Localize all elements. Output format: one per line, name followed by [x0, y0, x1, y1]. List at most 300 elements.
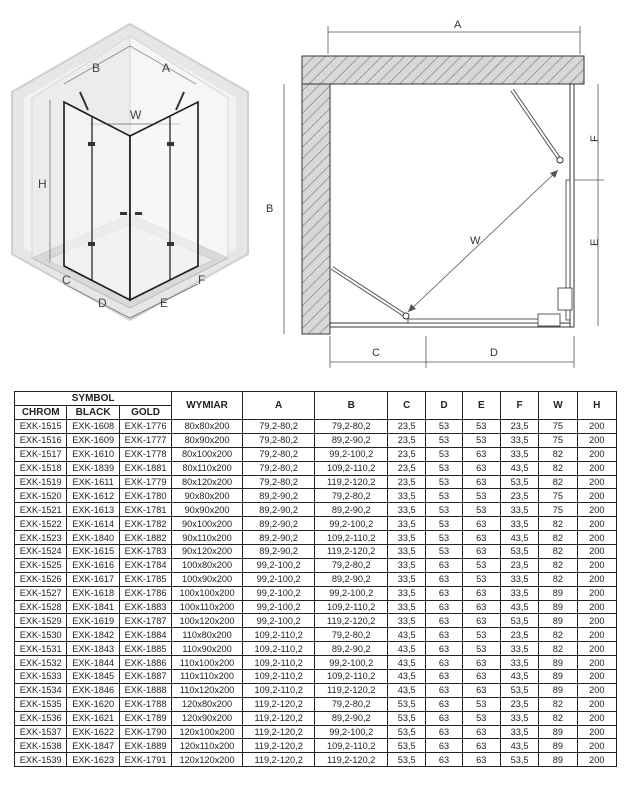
table-cell: EXK-1776: [119, 420, 171, 434]
table-cell: 119,2-120,2: [315, 683, 388, 697]
table-cell: 200: [577, 614, 616, 628]
table-cell: 33,5: [500, 642, 538, 656]
table-cell: 82: [539, 558, 577, 572]
table-cell: EXK-1618: [67, 586, 119, 600]
table-cell: 63: [426, 697, 462, 711]
table-cell: 33,5: [500, 447, 538, 461]
table-cell: EXK-1535: [15, 697, 67, 711]
table-row: [15, 475, 617, 489]
table-cell: EXK-1538: [15, 739, 67, 753]
table-cell: 43,5: [500, 461, 538, 475]
header-a: A: [242, 392, 315, 420]
table-row: [15, 600, 617, 614]
table-row: [15, 545, 617, 559]
table-cell: 99,2-100,2: [242, 600, 315, 614]
table-cell: 200: [577, 753, 616, 767]
table-cell: 89,2-90,2: [315, 503, 388, 517]
table-cell: 63: [462, 517, 500, 531]
table-row: [15, 628, 617, 642]
table-cell: 75: [539, 489, 577, 503]
plan-dim-label-c: C: [372, 347, 380, 359]
table-cell: EXK-1525: [15, 558, 67, 572]
table-cell: 63: [462, 725, 500, 739]
table-cell: EXK-1619: [67, 614, 119, 628]
table-cell: 79,2-80,2: [242, 447, 315, 461]
table-cell: 109,2-110,2: [315, 739, 388, 753]
table-row: [15, 447, 617, 461]
table-cell: 63: [462, 461, 500, 475]
table-cell: EXK-1533: [15, 670, 67, 684]
table-cell: 43,5: [388, 656, 426, 670]
table-cell: 23,5: [388, 447, 426, 461]
table-cell: EXK-1536: [15, 711, 67, 725]
table-cell: 82: [539, 531, 577, 545]
table-cell: 80x80x200: [172, 420, 243, 434]
table-cell: EXK-1527: [15, 586, 67, 600]
table-cell: 90x90x200: [172, 503, 243, 517]
header-b: B: [315, 392, 388, 420]
table-cell: 82: [539, 447, 577, 461]
table-cell: EXK-1840: [67, 531, 119, 545]
table-cell: 120x120x200: [172, 753, 243, 767]
table-cell: EXK-1616: [67, 558, 119, 572]
table-cell: EXK-1537: [15, 725, 67, 739]
table-cell: 110x120x200: [172, 683, 243, 697]
table-cell: EXK-1888: [119, 683, 171, 697]
table-cell: 63: [462, 739, 500, 753]
table-cell: 200: [577, 475, 616, 489]
table-cell: 89: [539, 656, 577, 670]
table-cell: 110x100x200: [172, 656, 243, 670]
table-cell: 119,2-120,2: [315, 545, 388, 559]
table-cell: 53: [426, 503, 462, 517]
table-cell: 33,5: [388, 489, 426, 503]
table-cell: 120x80x200: [172, 697, 243, 711]
table-cell: 99,2-100,2: [315, 656, 388, 670]
table-row: [15, 558, 617, 572]
table-cell: EXK-1887: [119, 670, 171, 684]
table-cell: EXK-1889: [119, 739, 171, 753]
table-cell: EXK-1522: [15, 517, 67, 531]
table-cell: 53,5: [388, 725, 426, 739]
table-cell: 89: [539, 586, 577, 600]
table-cell: 82: [539, 711, 577, 725]
table-cell: 89: [539, 725, 577, 739]
dim-label-f: F: [198, 273, 206, 287]
table-cell: 33,5: [388, 586, 426, 600]
table-cell: 53,5: [388, 711, 426, 725]
table-cell: EXK-1885: [119, 642, 171, 656]
table-cell: 63: [462, 683, 500, 697]
table-cell: 79,2-80,2: [315, 628, 388, 642]
header-c: C: [388, 392, 426, 420]
table-cell: 200: [577, 572, 616, 586]
table-cell: 63: [426, 670, 462, 684]
table-cell: 33,5: [500, 572, 538, 586]
table-cell: 53: [426, 475, 462, 489]
table-cell: 63: [462, 656, 500, 670]
table-cell: 43,5: [388, 642, 426, 656]
dimension-table: [14, 391, 617, 767]
table-cell: 109,2-110,2: [242, 670, 315, 684]
table-cell: 53,5: [500, 683, 538, 697]
table-cell: 53: [462, 711, 500, 725]
table-cell: 82: [539, 642, 577, 656]
table-cell: 119,2-120,2: [242, 697, 315, 711]
table-cell: 200: [577, 725, 616, 739]
table-cell: 53,5: [388, 753, 426, 767]
table-cell: 63: [426, 572, 462, 586]
table-cell: EXK-1790: [119, 725, 171, 739]
plan-dim-label-w: W: [470, 235, 481, 247]
table-cell: 89,2-90,2: [242, 503, 315, 517]
table-cell: 63: [426, 683, 462, 697]
table-cell: EXK-1784: [119, 558, 171, 572]
table-cell: 100x90x200: [172, 572, 243, 586]
table-cell: EXK-1884: [119, 628, 171, 642]
table-cell: 119,2-120,2: [315, 475, 388, 489]
table-row: [15, 683, 617, 697]
table-cell: 100x110x200: [172, 600, 243, 614]
table-cell: 200: [577, 531, 616, 545]
table-cell: 23,5: [388, 420, 426, 434]
table-cell: 200: [577, 739, 616, 753]
table-cell: 43,5: [500, 739, 538, 753]
table-cell: 33,5: [388, 558, 426, 572]
table-cell: 63: [426, 586, 462, 600]
table-cell: 90x80x200: [172, 489, 243, 503]
table-cell: 120x110x200: [172, 739, 243, 753]
table-cell: EXK-1612: [67, 489, 119, 503]
table-cell: EXK-1839: [67, 461, 119, 475]
table-cell: 79,2-80,2: [315, 489, 388, 503]
table-cell: EXK-1520: [15, 489, 67, 503]
table-cell: 63: [462, 531, 500, 545]
table-cell: 89,2-90,2: [242, 489, 315, 503]
table-cell: 109,2-110,2: [315, 670, 388, 684]
table-cell: 200: [577, 600, 616, 614]
header-d: D: [426, 392, 462, 420]
table-cell: 53,5: [500, 545, 538, 559]
table-cell: 120x100x200: [172, 725, 243, 739]
table-cell: 33,5: [388, 531, 426, 545]
table-cell: 33,5: [388, 503, 426, 517]
table-cell: 43,5: [500, 531, 538, 545]
table-cell: EXK-1845: [67, 670, 119, 684]
header-w: W: [539, 392, 577, 420]
table-cell: 200: [577, 697, 616, 711]
table-cell: 200: [577, 447, 616, 461]
table-row: [15, 420, 617, 434]
glass-panel-right: [130, 102, 198, 300]
table-cell: 119,2-120,2: [242, 725, 315, 739]
table-cell: EXK-1777: [119, 433, 171, 447]
table-cell: EXK-1529: [15, 614, 67, 628]
table-cell: 200: [577, 545, 616, 559]
table-cell: 75: [539, 503, 577, 517]
table-cell: 53: [462, 420, 500, 434]
table-row: [15, 572, 617, 586]
table-cell: EXK-1623: [67, 753, 119, 767]
table-cell: 23,5: [500, 489, 538, 503]
table-cell: 63: [426, 600, 462, 614]
table-cell: 79,2-80,2: [242, 461, 315, 475]
table-cell: 89: [539, 614, 577, 628]
table-cell: 63: [462, 600, 500, 614]
table-cell: 43,5: [388, 628, 426, 642]
table-cell: 89,2-90,2: [315, 711, 388, 725]
table-cell: 53,5: [388, 739, 426, 753]
table-cell: 200: [577, 683, 616, 697]
table-cell: EXK-1881: [119, 461, 171, 475]
table-cell: 109,2-110,2: [315, 461, 388, 475]
table-cell: 100x100x200: [172, 586, 243, 600]
table-cell: 53: [426, 433, 462, 447]
table-cell: 43,5: [388, 670, 426, 684]
table-cell: EXK-1844: [67, 656, 119, 670]
table-cell: 53,5: [500, 753, 538, 767]
table-cell: 82: [539, 475, 577, 489]
table-cell: 200: [577, 433, 616, 447]
table-cell: 89: [539, 600, 577, 614]
table-cell: EXK-1528: [15, 600, 67, 614]
table-cell: EXK-1516: [15, 433, 67, 447]
header-symbol: SYMBOL: [15, 392, 172, 406]
dim-label-a: A: [162, 61, 171, 75]
table-cell: EXK-1521: [15, 503, 67, 517]
table-cell: 109,2-110,2: [242, 642, 315, 656]
table-cell: EXK-1789: [119, 711, 171, 725]
table-cell: EXK-1783: [119, 545, 171, 559]
dim-label-b: B: [92, 61, 101, 75]
table-cell: 82: [539, 545, 577, 559]
table-cell: 53: [426, 420, 462, 434]
table-cell: EXK-1788: [119, 697, 171, 711]
table-cell: 33,5: [388, 600, 426, 614]
wall-left: [302, 84, 330, 334]
table-cell: 109,2-110,2: [242, 656, 315, 670]
table-cell: 53: [426, 489, 462, 503]
isometric-shower-drawing: [10, 22, 250, 322]
table-cell: 200: [577, 586, 616, 600]
table-cell: EXK-1842: [67, 628, 119, 642]
table-cell: 53: [462, 572, 500, 586]
table-cell: 53: [462, 628, 500, 642]
plan-dim-label-d: D: [490, 347, 498, 359]
table-cell: 23,5: [500, 558, 538, 572]
table-cell: 63: [426, 614, 462, 628]
table-cell: 43,5: [500, 600, 538, 614]
table-cell: 63: [426, 558, 462, 572]
table-cell: 82: [539, 517, 577, 531]
table-cell: EXK-1534: [15, 683, 67, 697]
table-cell: EXK-1617: [67, 572, 119, 586]
table-cell: EXK-1786: [119, 586, 171, 600]
table-row: [15, 461, 617, 475]
table-cell: EXK-1781: [119, 503, 171, 517]
plan-dim-label-f: F: [589, 135, 601, 142]
table-cell: EXK-1524: [15, 545, 67, 559]
table-cell: 63: [426, 739, 462, 753]
table-cell: EXK-1519: [15, 475, 67, 489]
table-cell: EXK-1883: [119, 600, 171, 614]
table-cell: EXK-1517: [15, 447, 67, 461]
header-h: H: [577, 392, 616, 420]
table-cell: 90x100x200: [172, 517, 243, 531]
table-cell: 120x90x200: [172, 711, 243, 725]
table-cell: 82: [539, 461, 577, 475]
table-cell: 63: [462, 475, 500, 489]
table-cell: 53: [462, 503, 500, 517]
table-cell: EXK-1539: [15, 753, 67, 767]
header-f: F: [500, 392, 538, 420]
table-cell: 33,5: [500, 503, 538, 517]
table-cell: 80x110x200: [172, 461, 243, 475]
table-cell: 89,2-90,2: [315, 642, 388, 656]
table-body: [15, 420, 617, 767]
dim-label-c: C: [62, 273, 71, 287]
table-cell: 33,5: [500, 586, 538, 600]
table-row: [15, 517, 617, 531]
table-cell: EXK-1779: [119, 475, 171, 489]
table-cell: EXK-1530: [15, 628, 67, 642]
table-cell: 200: [577, 558, 616, 572]
table-cell: 53: [426, 461, 462, 475]
table-cell: EXK-1787: [119, 614, 171, 628]
table-cell: 63: [462, 586, 500, 600]
table-cell: 33,5: [388, 614, 426, 628]
table-cell: EXK-1843: [67, 642, 119, 656]
table-cell: 119,2-120,2: [242, 753, 315, 767]
table-cell: 53: [426, 517, 462, 531]
table-cell: 119,2-120,2: [242, 711, 315, 725]
table-cell: 82: [539, 572, 577, 586]
table-cell: 79,2-80,2: [242, 475, 315, 489]
table-cell: 53: [426, 447, 462, 461]
table-cell: 43,5: [500, 670, 538, 684]
table-cell: 79,2-80,2: [315, 558, 388, 572]
wall-top: [302, 56, 584, 84]
table-cell: 23,5: [388, 433, 426, 447]
table-row: [15, 642, 617, 656]
table-row: [15, 531, 617, 545]
table-cell: EXK-1532: [15, 656, 67, 670]
table-cell: 63: [426, 711, 462, 725]
table-cell: 63: [426, 628, 462, 642]
plan-dim-label-b: B: [266, 203, 274, 215]
table-cell: EXK-1622: [67, 725, 119, 739]
table-cell: 33,5: [388, 572, 426, 586]
glass-bottom: [330, 323, 574, 327]
table-cell: 63: [426, 642, 462, 656]
table-cell: 200: [577, 711, 616, 725]
plan-dim-label-a: A: [454, 19, 462, 31]
table-cell: 200: [577, 656, 616, 670]
table-cell: 80x120x200: [172, 475, 243, 489]
table-cell: EXK-1609: [67, 433, 119, 447]
table-cell: 99,2-100,2: [315, 725, 388, 739]
table-cell: 89,2-90,2: [315, 433, 388, 447]
table-cell: 89: [539, 670, 577, 684]
table-cell: 23,5: [500, 628, 538, 642]
table-cell: 53,5: [388, 697, 426, 711]
table-cell: 110x80x200: [172, 628, 243, 642]
table-cell: 33,5: [500, 725, 538, 739]
table-cell: EXK-1847: [67, 739, 119, 753]
table-cell: 82: [539, 697, 577, 711]
table-cell: 90x120x200: [172, 545, 243, 559]
table-row: [15, 711, 617, 725]
table-cell: 53: [462, 433, 500, 447]
table-cell: 89: [539, 683, 577, 697]
table-cell: 33,5: [500, 517, 538, 531]
table-cell: EXK-1886: [119, 656, 171, 670]
table-cell: EXK-1882: [119, 531, 171, 545]
table-cell: 100x80x200: [172, 558, 243, 572]
dim-label-w: W: [130, 108, 142, 122]
table-cell: 99,2-100,2: [315, 586, 388, 600]
table-cell: 100x120x200: [172, 614, 243, 628]
table-cell: 119,2-120,2: [315, 753, 388, 767]
table-cell: 82: [539, 628, 577, 642]
table-row: [15, 725, 617, 739]
table-row: [15, 670, 617, 684]
table-cell: 63: [462, 753, 500, 767]
table-cell: 109,2-110,2: [242, 628, 315, 642]
header-chrom: CHROM: [15, 406, 67, 420]
table-row: [15, 586, 617, 600]
table-cell: 99,2-100,2: [242, 614, 315, 628]
plan-view-drawing: [258, 10, 624, 370]
table-cell: EXK-1614: [67, 517, 119, 531]
header-black: BLACK: [67, 406, 119, 420]
table-cell: 75: [539, 420, 577, 434]
table-cell: EXK-1780: [119, 489, 171, 503]
table-cell: 53: [426, 531, 462, 545]
table-cell: 90x110x200: [172, 531, 243, 545]
table-cell: EXK-1515: [15, 420, 67, 434]
table-cell: 89: [539, 753, 577, 767]
table-cell: 200: [577, 642, 616, 656]
header-gold: GOLD: [119, 406, 171, 420]
table-cell: EXK-1523: [15, 531, 67, 545]
table-cell: 200: [577, 628, 616, 642]
table-cell: EXK-1526: [15, 572, 67, 586]
table-cell: EXK-1608: [67, 420, 119, 434]
table-cell: 79,2-80,2: [242, 433, 315, 447]
table-cell: 109,2-110,2: [315, 531, 388, 545]
header-e: E: [462, 392, 500, 420]
table-cell: 33,5: [500, 433, 538, 447]
table-cell: 53: [462, 558, 500, 572]
table-cell: 109,2-110,2: [315, 600, 388, 614]
table-cell: 99,2-100,2: [242, 558, 315, 572]
table-cell: 43,5: [388, 683, 426, 697]
table-cell: 99,2-100,2: [242, 572, 315, 586]
dim-label-d: D: [98, 296, 107, 310]
table-cell: 75: [539, 433, 577, 447]
table-cell: EXK-1785: [119, 572, 171, 586]
table-cell: 53,5: [500, 614, 538, 628]
table-cell: EXK-1615: [67, 545, 119, 559]
table-cell: EXK-1791: [119, 753, 171, 767]
table-cell: 63: [426, 725, 462, 739]
table-cell: EXK-1621: [67, 711, 119, 725]
table-cell: EXK-1611: [67, 475, 119, 489]
table-row: [15, 503, 617, 517]
table-cell: 53,5: [500, 475, 538, 489]
table-cell: 63: [462, 447, 500, 461]
